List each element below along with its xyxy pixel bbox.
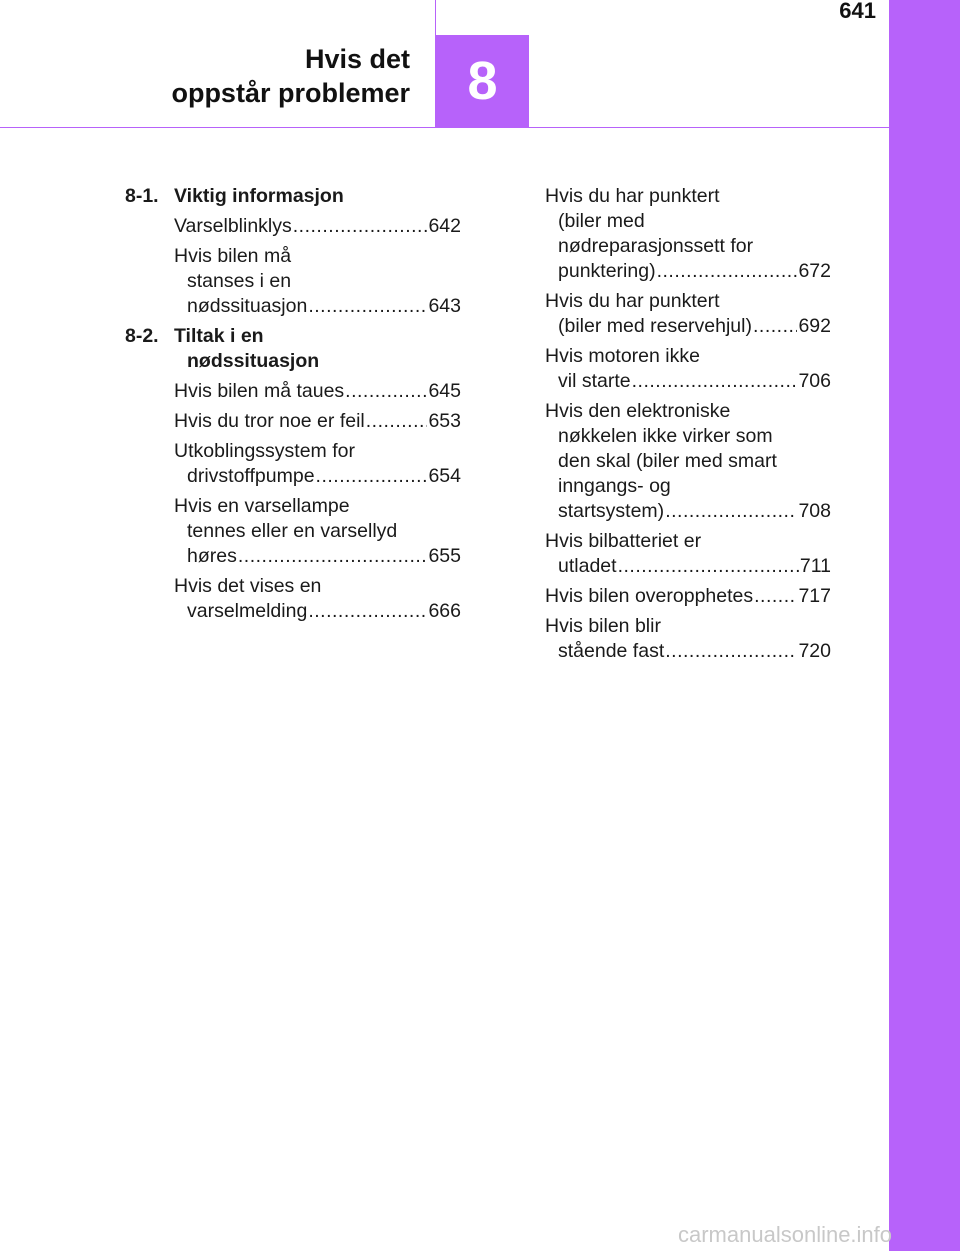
toc-entry-text: utladet <box>558 555 617 577</box>
toc-section-number: 8-1. <box>125 185 159 207</box>
dot-leader <box>238 544 428 569</box>
toc-entry <box>545 289 831 339</box>
toc-entry <box>545 529 831 579</box>
toc-entry <box>545 614 831 664</box>
toc-section-title <box>174 324 461 374</box>
toc-entry-last-line <box>545 499 831 524</box>
header-divider-horizontal <box>0 127 889 128</box>
toc-entry-last-line <box>545 584 831 609</box>
toc-right-column <box>545 184 831 669</box>
toc-entry-text: Varselblinklys <box>174 215 292 237</box>
watermark: carmanualsonline.info <box>678 1222 893 1247</box>
toc-section-title-line: Viktig informasjon <box>174 185 344 207</box>
toc-entry-line: nødreparasjonssett for <box>558 235 754 257</box>
toc-entry-last-line <box>174 544 461 569</box>
toc-entry <box>174 244 461 319</box>
toc-entry-last-line <box>174 379 461 404</box>
chapter-side-tab <box>889 0 960 1251</box>
dot-leader <box>366 409 428 434</box>
toc-entry-text: drivstoffpumpe <box>187 465 315 487</box>
toc-entry-page: 643 <box>428 295 461 317</box>
toc-entry-page: 655 <box>428 545 461 567</box>
chapter-title-line-1: Hvis det <box>304 44 410 74</box>
toc-entry <box>174 409 461 434</box>
toc-entry-last-line <box>174 294 461 319</box>
toc-entry <box>545 399 831 524</box>
toc-entry-text: vil starte <box>558 370 631 392</box>
toc-entry <box>174 439 461 489</box>
toc-entry-text: høres <box>187 545 237 567</box>
chapter-title <box>171 42 410 110</box>
dot-leader <box>753 314 797 339</box>
chapter-title-line-2: oppstår problemer <box>171 78 410 108</box>
toc-entry-page: 717 <box>798 585 831 607</box>
toc-entry-page: 711 <box>799 555 831 577</box>
toc-entry-page: 645 <box>428 380 461 402</box>
toc-entry-last-line <box>545 369 831 394</box>
toc-entry-last-line <box>545 259 831 284</box>
toc-entry-text: Hvis bilen overopphetes <box>545 585 754 607</box>
toc-entry-line: Hvis bilbatteriet er <box>545 530 702 552</box>
toc-entry-line: Hvis bilen blir <box>545 615 661 637</box>
toc-entry-text: stående fast <box>558 640 665 662</box>
toc-entry-line: stanses i en <box>187 270 292 292</box>
toc-entry <box>174 379 461 404</box>
toc-entry-last-line <box>545 639 831 664</box>
toc-entry-line: Hvis bilen må <box>174 245 292 267</box>
toc-entry-page: 654 <box>428 465 461 487</box>
toc-section-heading <box>125 324 461 374</box>
toc-entry-line: Hvis du har punktert <box>545 185 720 207</box>
toc-entry-line: nøkkelen ikke virker som <box>558 425 773 447</box>
dot-leader <box>665 499 797 524</box>
toc-entry <box>545 184 831 284</box>
toc-entry-line: Hvis det vises en <box>174 575 322 597</box>
toc-entry-last-line <box>174 464 461 489</box>
toc-section-number: 8-2. <box>125 325 159 347</box>
toc-entry-text: startsystem) <box>558 500 665 522</box>
dot-leader <box>657 259 798 284</box>
toc-entry <box>545 584 831 609</box>
toc-entry-page: 642 <box>428 215 461 237</box>
toc-entry <box>174 494 461 569</box>
toc-entry-line: Hvis en varsellampe <box>174 495 350 517</box>
toc-entry-last-line <box>174 214 461 239</box>
toc-entry-last-line <box>545 314 831 339</box>
toc-entry <box>174 214 461 239</box>
toc-entry-line: inngangs- og <box>558 475 671 497</box>
toc-entry <box>174 574 461 624</box>
toc-entry-page: 653 <box>428 410 461 432</box>
dot-leader <box>345 379 427 404</box>
toc-section-title <box>174 184 461 209</box>
dot-leader <box>665 639 797 664</box>
toc-entry-text: (biler med reservehjul) <box>558 315 752 337</box>
toc-entry-page: 666 <box>428 600 461 622</box>
toc-entry-last-line <box>545 554 831 579</box>
dot-leader <box>632 369 798 394</box>
toc-entry-page: 720 <box>798 640 831 662</box>
toc-section-title-line: nødssituasjon <box>187 350 320 372</box>
toc-entry-text: varselmelding <box>187 600 308 622</box>
toc-entry-line: tennes eller en varsellyd <box>187 520 398 542</box>
toc-entry-text: punktering) <box>558 260 656 282</box>
toc-entry-line: (biler med <box>558 210 645 232</box>
toc-entry-text: Hvis du tror noe er feil <box>174 410 365 432</box>
toc-entry-line: Hvis motoren ikke <box>545 345 700 367</box>
toc-entry-line: Hvis den elektroniske <box>545 400 731 422</box>
dot-leader <box>316 464 428 489</box>
toc-entry-page: 672 <box>798 260 831 282</box>
toc-entry-text: nødssituasjon <box>187 295 308 317</box>
toc-entry <box>545 344 831 394</box>
toc-entry-line: Hvis du har punktert <box>545 290 720 312</box>
dot-leader <box>293 214 428 239</box>
toc-entry-text: Hvis bilen må taues <box>174 380 345 402</box>
toc-entry-page: 706 <box>798 370 831 392</box>
toc-section-title-line: Tiltak i en <box>174 325 264 347</box>
toc-entry-page: 708 <box>798 500 831 522</box>
toc-entry-line: den skal (biler med smart <box>558 450 777 472</box>
chapter-number-badge: 8 <box>436 35 529 127</box>
toc-entry-line: Utkoblingssystem for <box>174 440 355 462</box>
toc-section-heading <box>125 184 461 209</box>
dot-leader <box>618 554 799 579</box>
toc-entry-last-line <box>174 599 461 624</box>
page-number: 641 <box>839 0 876 23</box>
toc-entry-page: 692 <box>798 315 831 337</box>
toc-entry-last-line <box>174 409 461 434</box>
dot-leader <box>308 599 427 624</box>
toc-left-column <box>125 184 461 629</box>
dot-leader <box>308 294 427 319</box>
dot-leader <box>754 584 797 609</box>
